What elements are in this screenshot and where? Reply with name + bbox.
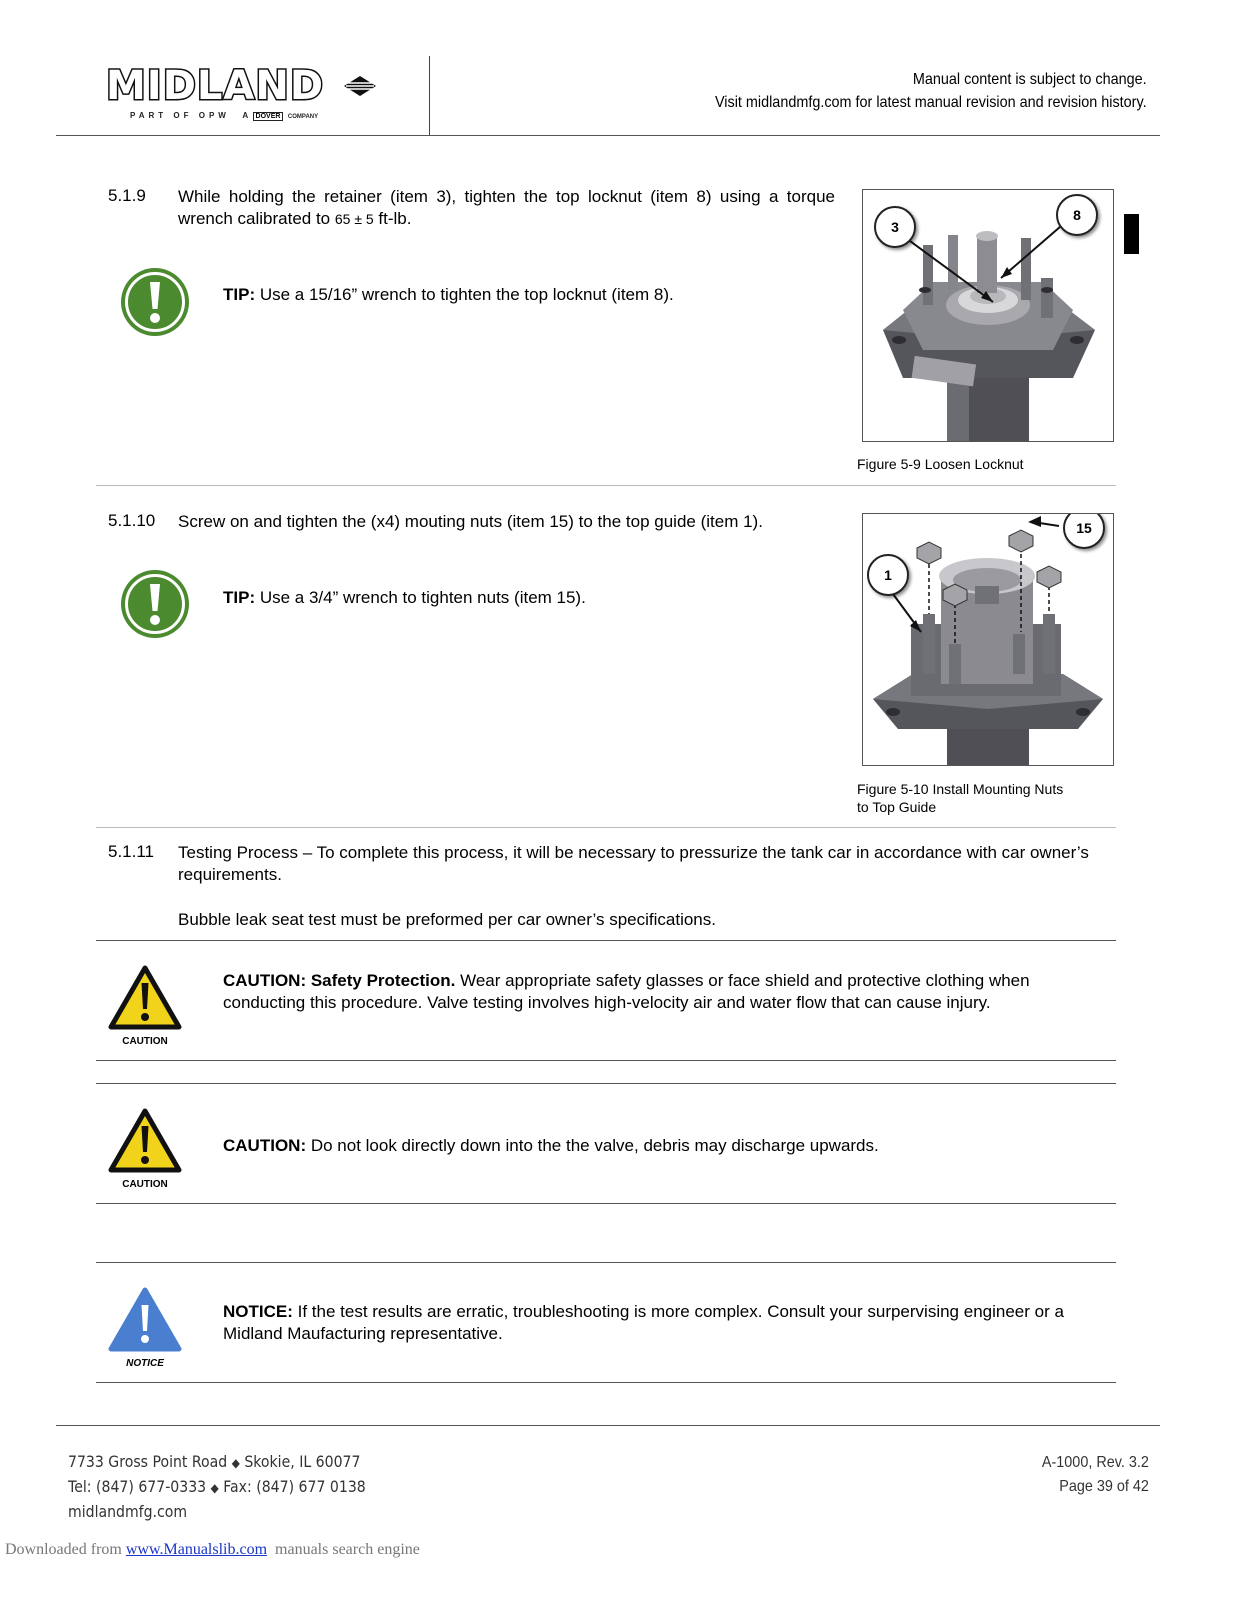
tip-text-5-1-9: TIP: Use a 15/16” wrench to tighten the top locknut (item 8).: [223, 285, 674, 304]
section-divider-1: [96, 485, 1116, 486]
footer-website: midlandmfg.com: [68, 1502, 188, 1521]
notice-warning-icon: [108, 1287, 182, 1353]
callout-item-15: 15: [1063, 513, 1105, 549]
caution-2-text: CAUTION: Do not look directly down into the the valve, debris may discharge upwards.: [223, 1136, 879, 1155]
footer-diamond-icon: ◆: [210, 1481, 219, 1495]
figure-5-9-image: [862, 189, 1114, 442]
midland-logo: [106, 63, 386, 120]
header-note-line2: Visit midlandmfg.com for latest manual revision and revision history.: [715, 94, 1147, 111]
caution-1-label: CAUTION: [122, 1036, 168, 1047]
notice-bottom-rule: [96, 1382, 1116, 1383]
header-divider-vertical: [429, 56, 430, 135]
notice-top-rule: [96, 1262, 1116, 1263]
logo-diamond-icon: [342, 74, 378, 98]
footer-diamond-icon: ◆: [231, 1456, 240, 1470]
torque-value: 65 ± 5: [334, 211, 374, 227]
step-text-5-1-11-bubble-test: Bubble leak seat test must be preformed per car owner’s specifications.: [178, 910, 716, 929]
header-revision-note: [715, 68, 1147, 114]
figure-5-10-caption: Figure 5-10 Install Mounting Nuts to Top Guide: [857, 781, 1064, 815]
step-number-5-1-11: 5.1.11: [108, 842, 155, 861]
tip-exclamation-icon: [119, 568, 191, 640]
logo-wordmark: MIDLAND: [106, 63, 325, 109]
caution-2-bottom-rule: [96, 1203, 1116, 1204]
caution-1-bottom-rule: [96, 1060, 1116, 1061]
figure-5-10-image: [862, 513, 1114, 766]
footer-phone-line: Tel: (847) 677-0333 ◆ Fax: (847) 677 0138: [68, 1477, 366, 1496]
step-number-5-1-9: 5.1.9: [108, 186, 146, 205]
footer-page-number: Page 39 of 42: [1059, 1478, 1149, 1495]
notice-label: NOTICE: [126, 1358, 164, 1369]
step-text-5-1-11: Testing Process – To complete this process, it will be necessary to pressurize the tank car in accordance with car owner’s requirements.: [178, 843, 1089, 884]
tip-exclamation-icon: [119, 266, 191, 338]
notice-text: NOTICE: If the test results are erratic, troubleshooting is more complex. Consult your surpervising engineer or a Midland Maufacturing representative.: [223, 1302, 1064, 1343]
callout-item-3: 3: [874, 206, 916, 248]
header-note-line1: Manual content is subject to change.: [913, 71, 1147, 88]
footer-doc-revision: A-1000, Rev. 3.2: [1041, 1454, 1149, 1471]
section-divider-2: [96, 827, 1116, 828]
step-text-5-1-9: While holding the retainer (item 3), tighten the top locknut (item 8) using a torque wrench calibrated to 65 ± 5 ft-lb.: [178, 187, 835, 228]
callout-item-1: 1: [867, 554, 909, 596]
footer-doc-info: [1042, 1451, 1149, 1499]
valve-mounting-nuts-illustration: [863, 514, 1113, 765]
caution-warning-icon: [108, 965, 182, 1031]
caution-1-top-rule: [96, 940, 1116, 941]
callout-item-8: 8: [1056, 194, 1098, 236]
step-number-5-1-10: 5.1.10: [108, 511, 156, 530]
download-notice: Downloaded from www.Manualslib.com manuals search engine: [5, 1541, 420, 1558]
header-rule: [56, 135, 1160, 136]
section-tab-marker: [1124, 214, 1139, 254]
caution-1-text: CAUTION: Safety Protection. Wear appropriate safety glasses or face shield and protective clothing when conducting this procedure. Valve testing involves high-velocity air and water flow that can cause injury.: [223, 971, 1030, 1012]
caution-2-label: CAUTION: [122, 1179, 168, 1190]
footer-address-line: 7733 Gross Point Road ◆ Skokie, IL 60077: [68, 1452, 361, 1471]
footer-rule: [56, 1425, 1160, 1426]
tip-text-5-1-10: TIP: Use a 3/4” wrench to tighten nuts (item 15).: [223, 588, 586, 607]
logo-tagline: PART OF OPW A DOVER COMPANY: [130, 111, 319, 120]
caution-2-top-rule: [96, 1083, 1116, 1084]
figure-5-9-caption: Figure 5-9 Loosen Locknut: [857, 456, 1024, 472]
step-text-5-1-10: Screw on and tighten the (x4) mouting nuts (item 15) to the top guide (item 1).: [178, 512, 763, 531]
manualslib-link[interactable]: www.Manualslib.com: [125, 1541, 268, 1558]
footer-address-block: [68, 1450, 366, 1524]
caution-warning-icon: [108, 1108, 182, 1174]
